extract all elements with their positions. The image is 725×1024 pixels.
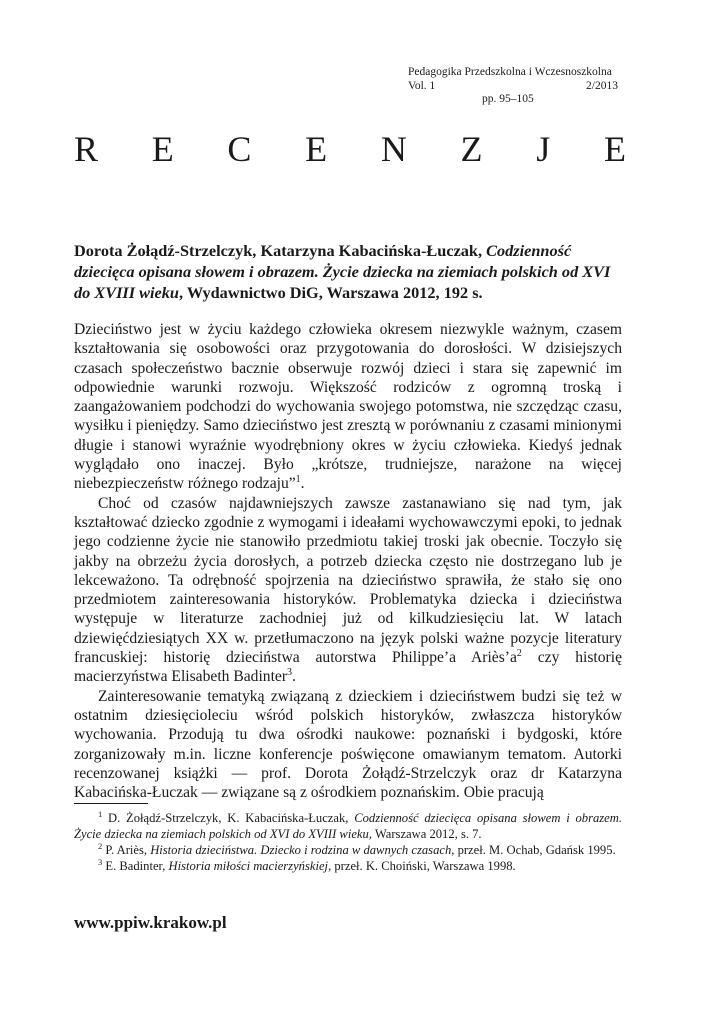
paragraph-text: Choć od czasów najdawniejszych zawsze zastanawiano się nad tym, jak kształtować dziecko zgodnie z wymogami i ideałami wychowawczymi epoki, to jednak jego codzienne życie nie stanowiło przedmiotu takiej troski jak obecnie. Toczyło się jakby na obrzeżu życia dorosłych, a potrzeb dziecka często nie dostrzegano lub je lekceważono. Ta odrębność spojrzenia na dzieciństwo sprawiła, że stało się ono przedmiotem zainteresowania historyków. Problematyka dziecka i dzieciństwa występuje w literaturze zachodniej już od kilkudziesięciu lat. W latach dziewięćdziesiątych XX w. przetłumaczono na język polski ważne pozycje literatury francuskiej: historię dzieciństwa autorstwa Philippe’a Ariès’a (74, 494, 622, 667)
footnote-text: , Warszawa 2012, s. 7. (368, 827, 482, 841)
section-title-letter: Z (460, 129, 483, 169)
section-title-letter: E (603, 129, 626, 169)
journal-name: Pedagogika Przedszkolna i Wczesnoszkolna (408, 66, 612, 78)
review-authors: Dorota Żołądź-Strzelczyk, Katarzyna Kabacińska-Łuczak, (74, 241, 487, 260)
section-title-letter: C (227, 129, 252, 169)
journal-volume: Vol. 1 (408, 79, 436, 92)
footnote-text: D. Żołądź-Strzelczyk, K. Kabacińska-Łuczak, (102, 811, 355, 825)
footnote-title: Codzienność dziecięca opisana słowem i obrazem. Życie dziecka na ziemiach polskich od XVI do XVIII wieku (74, 811, 622, 841)
section-title (74, 127, 626, 171)
footnote-number: 3 (98, 856, 103, 867)
paragraph-3 (74, 687, 622, 803)
review-bibliographic-header (74, 240, 629, 303)
footnotes (74, 810, 622, 874)
footnote-2 (74, 842, 622, 858)
footnote-title: Historia dzieciństwa. Dziecko i rodzina w dawnych czasach (150, 843, 452, 857)
footnote-divider (74, 803, 148, 804)
paragraph-text: . (292, 668, 296, 686)
section-title-letter: E (305, 129, 328, 169)
footnote-text: , przeł. M. Ochab, Gdańsk 1995. (451, 843, 616, 857)
section-title-letter: E (151, 129, 174, 169)
website-url: www.ppiw.krakow.pl (74, 913, 227, 932)
review-publication: , Wydawnictwo DiG, Warszawa 2012, 192 s. (178, 283, 483, 302)
footnote-text: , przeł. K. Choiński, Warszawa 1998. (328, 859, 516, 873)
footnote-ref: 2 (516, 647, 522, 659)
footnote-1 (74, 810, 622, 842)
footnote-3 (74, 858, 622, 874)
footnote-ref: 1 (295, 474, 301, 486)
paragraph-text: . (300, 475, 305, 493)
review-body (74, 320, 622, 802)
paragraph-text: Zainteresowanie tematyką związaną z dzieckiem i dzieciństwem budzi się też w ostatnim dziesięcioleciu wśród polskich historyków, zwłaszcza historyków wychowania. Przodują tu dwa ośrodki naukowe: poznański i bydgoski, które zorganizowały m.in. liczne konferencje poświęcone omawianym tematom. Autorki recenzowanej książki — prof. Dorota Żołądź-Strzelczyk oraz dr Katarzyna Kabacińska-Łuczak — związane są z ośrodkiem poznańskim. Obie pracują (74, 687, 622, 802)
section-title-letter: J (536, 129, 551, 169)
review-book-title: Codzienność dziecięca opisana słowem i obrazem. Życie dziecka na ziemiach polskich od XVI do XVIII wieku (74, 241, 611, 302)
footnote-number: 2 (98, 840, 103, 851)
footnote-ref: 3 (287, 667, 293, 679)
section-title-letter: R (74, 129, 99, 169)
journal-issue: 2/2013 (586, 79, 618, 92)
section-title-letter: N (380, 129, 407, 169)
paragraph-text: Dzieciństwo jest w życiu każdego człowieka okresem niezwykle ważnym, czasem kształtowania się osobowości oraz przygotowania do dorosłości. W dzisiejszych czasach społeczeństwo bacznie obserwuje rozwój dzieci i stara się zapewnić im odpowiednie warunki rozwoju. Większość rodziców z ogromną troską i zaangażowaniem podchodzi do wychowania swojego potomstwa, nie szczędząc czasu, wysiłku i pieniędzy. Samo dzieciństwo jest zresztą w porównaniu z czasami minionymi długie i stanowi wyraźnie wyodrębniony okres w życiu człowieka. Kiedyś jednak wyglądało ono inaczej. Było „krótsze, trudniejsze, narażone na więcej niebezpieczeństw różnego rodzaju” (74, 321, 622, 493)
journal-header (408, 66, 618, 107)
footnote-title: Historia miłości macierzyńskiej (168, 859, 329, 873)
footnote-text: E. Badinter, (102, 859, 169, 873)
paragraph-text: czy historię macierzyństwa Elisabeth Badinter (74, 649, 622, 686)
journal-pages-row (408, 93, 618, 107)
footnote-number: 1 (98, 808, 103, 819)
journal-volume-row (408, 80, 618, 94)
paragraph-2 (74, 494, 622, 687)
journal-pages: pp. 95–105 (482, 93, 534, 105)
footnote-text: P. Ariès, (102, 843, 151, 857)
paragraph-1 (74, 320, 622, 494)
